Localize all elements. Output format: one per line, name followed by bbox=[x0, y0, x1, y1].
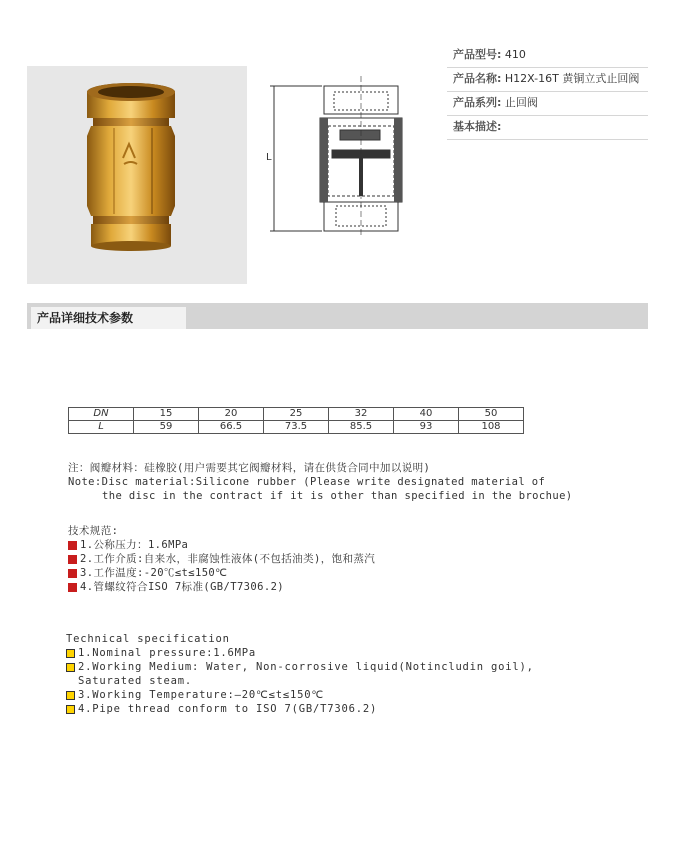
table-cell: DN bbox=[69, 408, 134, 421]
table-cell: 93 bbox=[394, 421, 459, 434]
red-square-bullet-icon bbox=[68, 569, 77, 578]
table-cell: 108 bbox=[459, 421, 524, 434]
table-cell: 73.5 bbox=[264, 421, 329, 434]
yellow-square-bullet-icon bbox=[66, 663, 75, 672]
table-cell: 85.5 bbox=[329, 421, 394, 434]
list-item-text: 2.Working Medium: Water, Non-corrosive liquid(Notincludin goil), bbox=[78, 661, 534, 673]
name-label: 产品名称: bbox=[453, 72, 502, 85]
section-title: 产品详细技术参数 bbox=[31, 307, 186, 329]
note-en-line2: the disc in the contract if it is other than specified in the brochue) bbox=[102, 490, 573, 502]
list-item bbox=[66, 646, 534, 660]
list-item bbox=[68, 580, 375, 594]
red-square-bullet-icon bbox=[68, 541, 77, 550]
en-spec-title: Technical specification bbox=[66, 633, 230, 645]
product-info-panel bbox=[447, 44, 648, 140]
red-square-bullet-icon bbox=[68, 555, 77, 564]
material-note bbox=[68, 461, 573, 503]
table-cell: 40 bbox=[394, 408, 459, 421]
note-en-line1: Note:Disc material:Silicone rubber (Please write designated material of bbox=[68, 476, 546, 488]
valve-section-diagram bbox=[262, 66, 422, 246]
name-row bbox=[447, 68, 648, 92]
product-photo bbox=[27, 66, 247, 284]
table-cell: 25 bbox=[264, 408, 329, 421]
note-cn: 注：阀瓣材料：硅橡胶(用户需要其它阀瓣材料，请在供货合同中加以说明) bbox=[68, 462, 431, 474]
table-cell: 59 bbox=[134, 421, 199, 434]
list-item-text: 4.Pipe thread conform to ISO 7(GB/T7306.2) bbox=[78, 703, 378, 715]
list-item bbox=[68, 566, 375, 580]
section-header-bar bbox=[27, 303, 648, 329]
list-item bbox=[66, 688, 534, 702]
model-value: 410 bbox=[504, 48, 526, 61]
cn-spec-title: 技术规范: bbox=[68, 525, 119, 537]
series-value: 止回阀 bbox=[504, 96, 538, 109]
name-value: H12X-16T 黄铜立式止回阀 bbox=[504, 72, 640, 85]
list-item-text: 1.公称压力：1.6MPa bbox=[80, 539, 189, 551]
table-cell: 15 bbox=[134, 408, 199, 421]
yellow-square-bullet-icon bbox=[66, 705, 75, 714]
list-item bbox=[66, 702, 534, 716]
table-cell: 32 bbox=[329, 408, 394, 421]
list-item-text: 1.Nominal pressure:1.6MPa bbox=[78, 647, 257, 659]
description-row bbox=[447, 116, 648, 140]
en-spec-list bbox=[66, 632, 534, 716]
brass-valve-image bbox=[27, 66, 247, 284]
table-cell: 50 bbox=[459, 408, 524, 421]
list-item-text: 3.Working Temperature:—20℃≤t≤150℃ bbox=[78, 689, 324, 701]
list-item-text: 2.工作介质:自来水，非腐蚀性液体(不包括油类)，饱和蒸汽 bbox=[80, 553, 376, 565]
model-row bbox=[447, 44, 648, 68]
dimension-table bbox=[68, 407, 524, 434]
model-label: 产品型号: bbox=[453, 48, 502, 61]
list-item-text: 3.工作温度:-20℃≤t≤150℃ bbox=[80, 567, 228, 579]
list-item bbox=[66, 660, 534, 674]
table-cell: 20 bbox=[199, 408, 264, 421]
yellow-square-bullet-icon bbox=[66, 691, 75, 700]
cn-spec-list bbox=[68, 524, 375, 594]
cross-section-drawing bbox=[262, 66, 422, 246]
table-row bbox=[69, 408, 524, 421]
description-label: 基本描述: bbox=[453, 120, 502, 133]
series-label: 产品系列: bbox=[453, 96, 502, 109]
series-row bbox=[447, 92, 648, 116]
red-square-bullet-icon bbox=[68, 583, 77, 592]
list-item bbox=[68, 538, 375, 552]
table-cell: L bbox=[69, 421, 134, 434]
list-item-continuation: Saturated steam. bbox=[78, 675, 192, 687]
list-item bbox=[68, 552, 375, 566]
table-row bbox=[69, 421, 524, 434]
dimension-label: L bbox=[266, 152, 272, 163]
yellow-square-bullet-icon bbox=[66, 649, 75, 658]
table-cell: 66.5 bbox=[199, 421, 264, 434]
list-item-text: 4.管螺纹符合ISO 7标准(GB/T7306.2) bbox=[80, 581, 285, 593]
